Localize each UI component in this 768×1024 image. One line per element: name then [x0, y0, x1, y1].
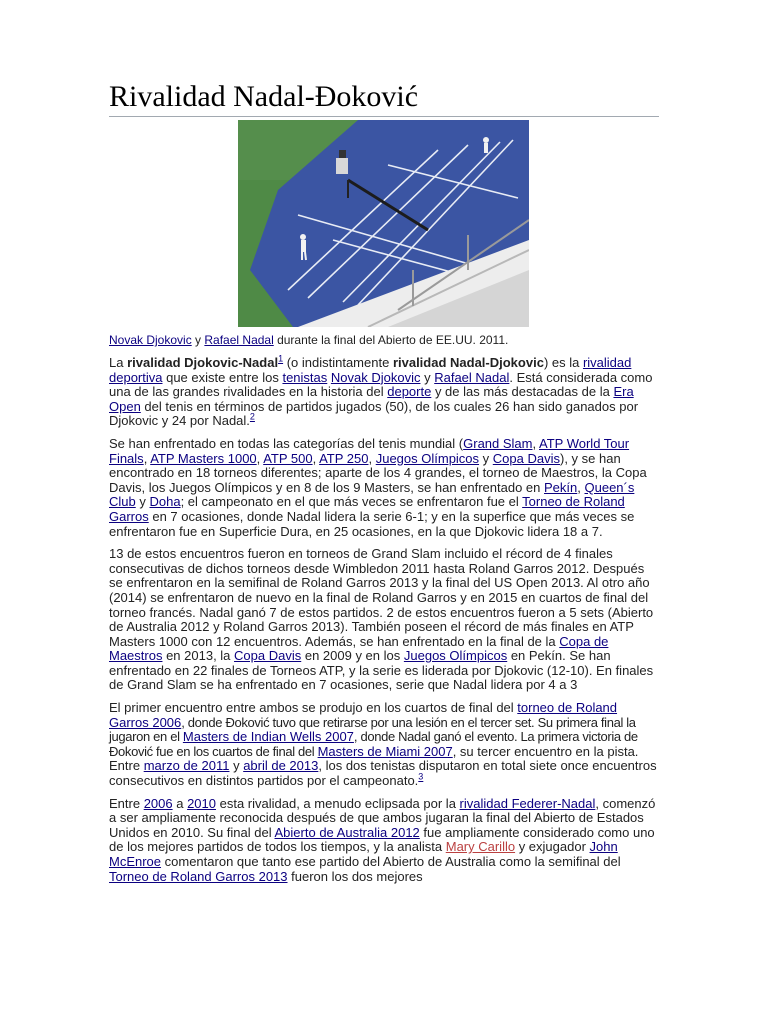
link-2010[interactable]: 2010 — [187, 795, 216, 811]
link-rivalidad-federer-nadal[interactable]: rivalidad Federer-Nadal — [459, 795, 596, 811]
paragraph-intro: La rivalidad Djokovic-Nadal$^1$ (o indistintamente rivalidad Nadal-Djokovic) es la rivalidad deportiva que existe entre los tenistas Novak Djokovic y Rafael Nadal. Está considerada como una de las grandes rivalidades en la historia del deporte y de las más destacadas de la Era Open del tenis en términos de partidos jugados (50), de los cuales 26 han sido ganados por Djokovic y 24 por Nadal.$^2$ — [109, 353, 653, 429]
link-juegos-olimpicos[interactable]: Juegos Olímpicos — [375, 450, 480, 466]
link-indian-wells-2007[interactable]: Masters de Indian Wells 2007 — [182, 729, 354, 745]
paragraph-recognition: Entre 2006 a 2010 esta rivalidad, a menudo eclipsada por la rivalidad Federer-Nadal, comenzó a ser ampliamente reconocida después de que ambos jugaran la final del Abierto de Estados Unidos en 2010. Su final del Abierto de Australia 2012 fue ampliamente considerado como uno de los mejores partidos de todos los tiempos, y la analista Mary Carillo y exjugador John McEnroe comentaron que tanto ese partido del Abierto de Australia como la semifinal del Torneo de Roland Garros 2013 fueron los dos mejores — [109, 795, 656, 884]
link-era-open[interactable]: Era Open — [109, 384, 634, 414]
caption-link-nadal[interactable]: Rafael Nadal — [204, 333, 274, 347]
link-rafael-nadal[interactable]: Rafael Nadal — [434, 369, 510, 385]
tennis-court-photo — [238, 120, 529, 327]
link-roland-garros-2013[interactable]: Torneo de Roland Garros 2013 — [109, 868, 288, 884]
link-mary-carillo[interactable]: Mary Carillo — [445, 839, 516, 855]
link-juegos-olimpicos-2[interactable]: Juegos Olímpicos — [403, 648, 508, 664]
link-pekin[interactable]: Pekín — [544, 479, 578, 495]
link-deporte[interactable]: deporte — [387, 384, 432, 400]
reference-3[interactable]: 3 — [418, 771, 424, 782]
reference-2[interactable]: 2 — [249, 412, 255, 423]
page-title: Rivalidad Nadal-Đoković — [109, 80, 659, 117]
link-abierto-australia-2012[interactable]: Abierto de Australia 2012 — [274, 824, 420, 840]
link-john-mcenroe[interactable]: John McEnroe — [109, 839, 618, 869]
link-marzo-2011[interactable]: marzo de 2011 — [143, 758, 230, 774]
link-abril-2013[interactable]: abril de 2013 — [243, 758, 319, 774]
link-2006[interactable]: 2006 — [143, 795, 173, 811]
paragraph-grand-slam: 13 de estos encuentros fueron en torneos de Grand Slam incluido el récord de 4 finales consecutivas de dichos torneos desde Wimbledon 2011 hasta Roland Garros 2012. Después se enfrentaron en la semifinal de Roland Garros 2013 y la final del US Open 2013. Al otro año (2014) se enfrentaron de nuevo en la final de Roland Garros y en 2015 en cuartos de final del torneo francés. Nadal ganó 7 de estos partidos. 2 de estos encuentros fueron a 5 sets (Abierto de Australia 2012 y Roland Garros 2013). También poseen el récord de más finales en ATP Masters 1000 con 12 encuentros. Además, se han enfrentado en la final de la Copa de Maestros en 2013, la Copa Davis en 2009 y en los Juegos Olímpicos en Pekín. Se han enfrentado en 22 finales de Torneos ATP, y la serie es liderada por Djokovic (12-10). En finales de Grand Slam se ha enfrentado en 7 ocasiones, serie que Nadal lidera por 4 a 3 — [109, 546, 654, 693]
link-torneo-roland-garros[interactable]: Torneo de Roland Garros — [109, 494, 625, 524]
link-grand-slam[interactable]: Grand Slam — [463, 435, 533, 451]
reference-1[interactable]: 1 — [278, 353, 284, 364]
link-atp-masters-1000[interactable]: ATP Masters 1000 — [150, 450, 257, 466]
link-queens-club[interactable]: Queen´s Club — [109, 479, 635, 510]
link-rivalidad-deportiva[interactable]: rivalidad deportiva — [109, 355, 632, 385]
article-body — [109, 353, 659, 892]
link-atp-250[interactable]: ATP 250 — [319, 450, 369, 466]
link-copa-davis[interactable]: Copa Davis — [492, 450, 560, 466]
link-copa-de-maestros[interactable]: Copa de Maestros — [109, 633, 609, 664]
link-miami-2007[interactable]: Masters de Miami 2007 — [317, 743, 453, 759]
paragraph-categories: Se han enfrentado en todas las categorías del tenis mundial (Grand Slam, ATP World Tour Finals, ATP Masters 1000, ATP 500, ATP 250, Juegos Olímpicos y Copa Davis), y se han encontrado en 18 torneos diferentes; aparte de los 4 grandes, el torneo de Maestros, la Copa Davis, los Juegos Olímpicos y en 8 de los 9 Masters, se han enfrentado en Pekín, Queen´s Club y Doha; el campeonato en el que más veces se enfrentaron fue el Torneo de Roland Garros en 7 ocasiones, donde Nadal lidera la serie 6-1; y en la superfice que más veces se enfrentaron fue en Superficie Dura, en 25 ocasiones, en la que Djokovic lidera 18 a 7. — [109, 435, 647, 539]
caption-link-djokovic[interactable]: Novak Djokovic — [109, 333, 192, 347]
link-novak-djokovic[interactable]: Novak Djokovic — [330, 369, 421, 385]
link-doha[interactable]: Doha — [149, 494, 181, 510]
link-tenistas[interactable]: tenistas — [282, 369, 328, 385]
link-atp-world-tour-finals[interactable]: ATP World Tour Finals — [109, 435, 630, 466]
link-atp-500[interactable]: ATP 500 — [263, 450, 313, 466]
image-caption: Novak Djokovic y Rafael Nadal durante la final del Abierto de EE.UU. 2011. — [109, 333, 509, 347]
link-copa-davis-2[interactable]: Copa Davis — [234, 648, 302, 664]
link-roland-garros-2006[interactable]: torneo de Roland Garros 2006 — [109, 700, 618, 730]
paragraph-first-match: El primer encuentro entre ambos se produjo en los cuartos de final del torneo de Roland Garros 2006, donde Đoković tuvo que retirarse por una lesión en el tercer set. Su primera final la jugaron en el Masters de Indian Wells 2007, donde Nadal ganó el evento. La primera victoria de Đoković fue en los cuartos de final del Masters de Miami 2007, su tercer encuentro en la pista. Entre marzo de 2011 y abril de 2013, los dos tenistas disputaron en total siete once encuentros consecutivos en distintos partidos por el campeonato.$^3$ — [109, 700, 657, 789]
